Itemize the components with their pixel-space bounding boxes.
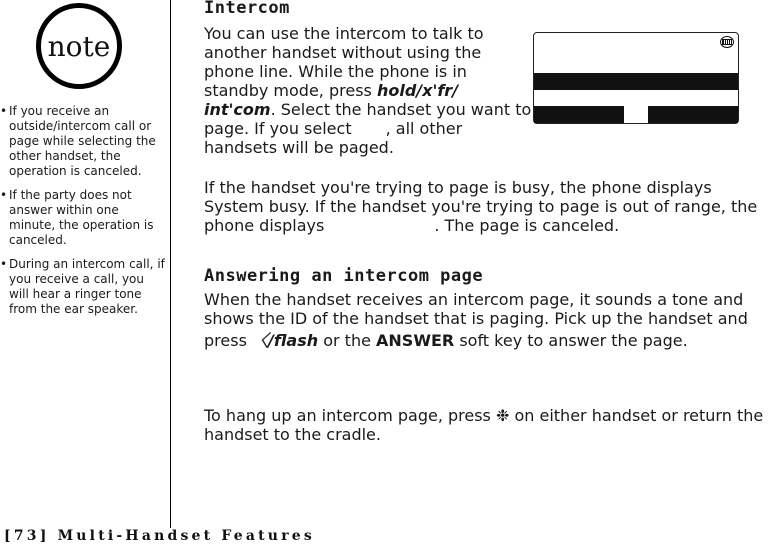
note-item: • If you receive an outside/intercom call or page while selecting the other handset, the operation is canceled. [0, 104, 166, 179]
text-run: or the [318, 331, 377, 350]
battery-icon [720, 36, 734, 48]
key-flash: 〈/flash [251, 331, 319, 350]
text-run: You can use the intercom to talk to another handset without using the phone line. While the phone is in standby mode, press [204, 24, 484, 100]
note-badge [36, 3, 122, 89]
paragraph-answering [204, 290, 764, 351]
text-run: To hang up an intercom page, press [204, 406, 496, 425]
handset-display-illustration [533, 32, 739, 124]
text-run: . Select the handset you want to page. If you select [204, 100, 532, 138]
text-run: , all other handsets will be paged. [204, 119, 463, 157]
note-badge-label: note [47, 29, 111, 63]
right-softkey-bar [648, 106, 738, 123]
paragraph-hang-up [204, 406, 764, 444]
display-highlight-bar [534, 73, 738, 90]
note-item: • If the party does not answer within one minute, the operation is canceled. [0, 188, 166, 248]
page-footer: [73] Multi-Handset Features [4, 528, 315, 544]
left-softkey-bar [534, 106, 624, 123]
section-heading-answering: Answering an intercom page [204, 266, 484, 286]
text-run: soft key to answer the page. [454, 331, 688, 350]
off-hook-icon: ❉ [495, 406, 510, 425]
text-run: If the handset you're trying to page is busy, the phone displays System busy. If the handset you're trying to page is out of range, the phone displays [204, 178, 758, 235]
section-heading-intercom: Intercom [204, 0, 290, 18]
softkey-answer: ANSWER [376, 331, 455, 350]
paragraph-intercom-intro [204, 24, 534, 157]
sidebar-notes [0, 104, 166, 326]
text-run: When the handset receives an intercom page, it sounds a tone and shows the ID of the handset that is paging. Pick up the handset and press [204, 290, 748, 350]
key-hold-xfr-intcom: hold/x'fr/ int'com [204, 81, 459, 119]
note-item: • During an intercom call, if you receive a call, you will hear a ringer tone from the ear speaker. [0, 257, 166, 317]
text-run: on either handset or return the handset to the cradle. [204, 406, 764, 444]
paragraph-busy-range [204, 178, 764, 235]
sidebar-divider [170, 0, 171, 528]
text-run: . The page is canceled. [434, 216, 620, 235]
